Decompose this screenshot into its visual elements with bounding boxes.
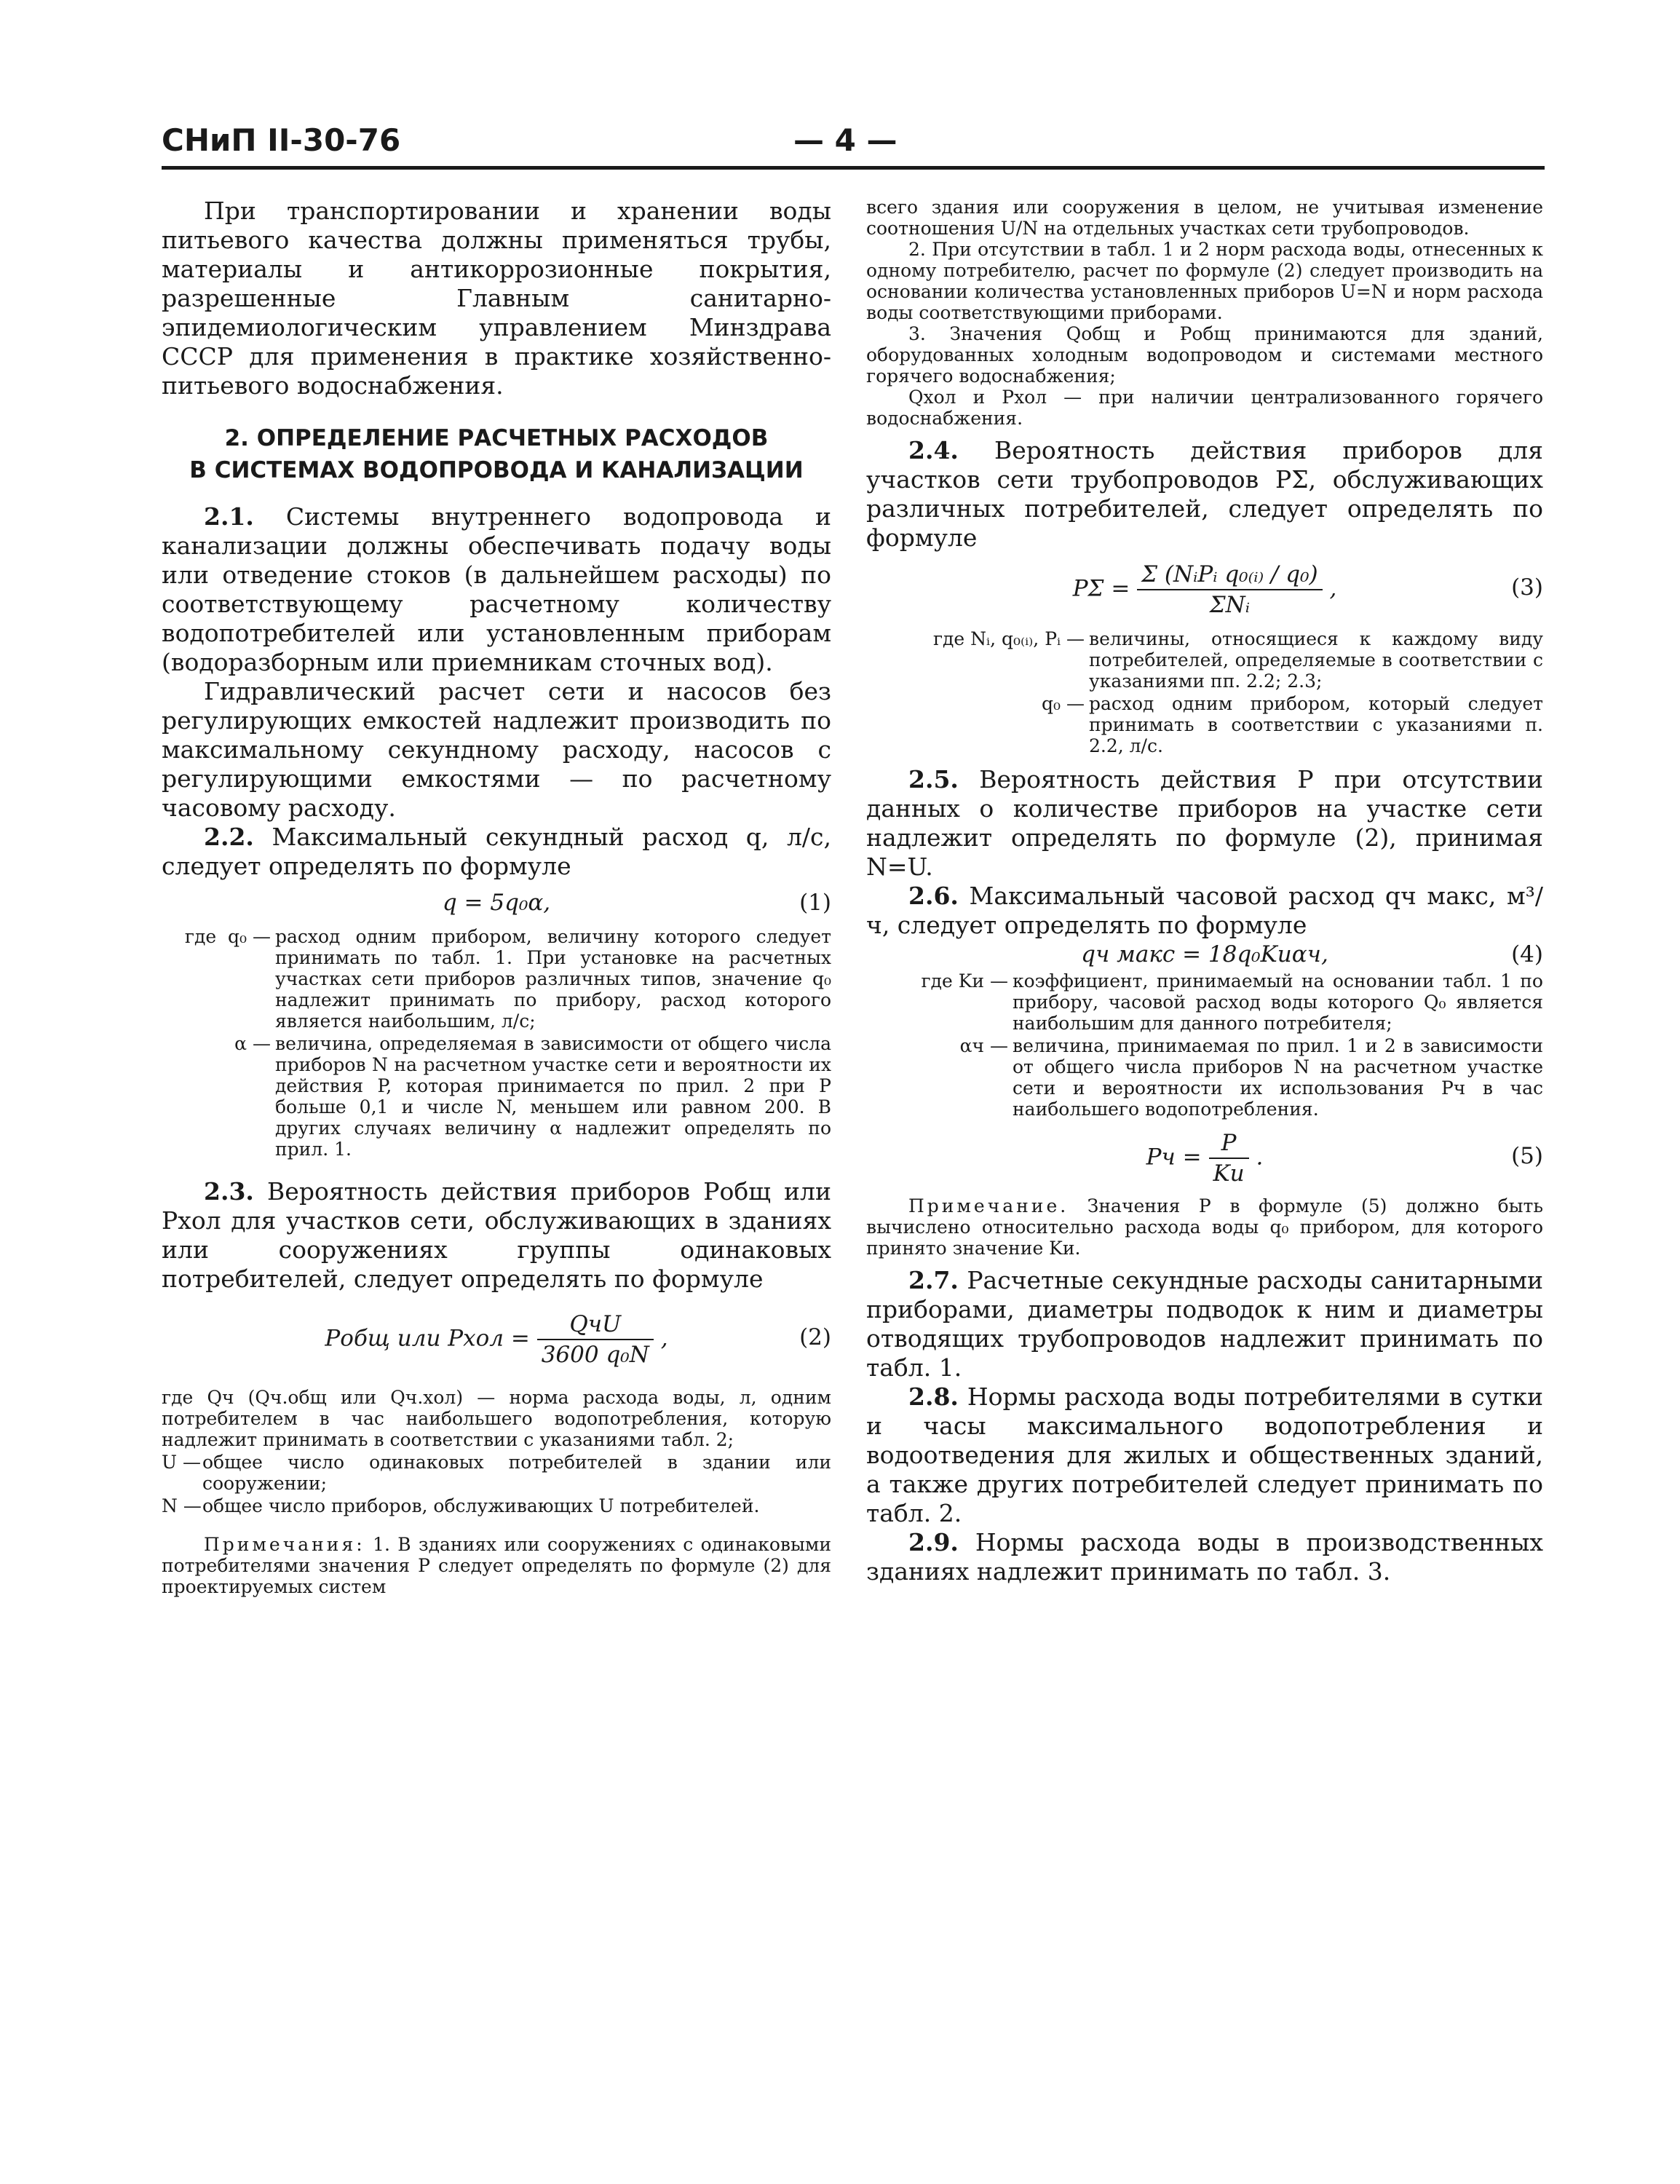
where-term: q₀ — xyxy=(1042,693,1085,714)
clause-number: 2.6. xyxy=(908,882,959,910)
where-term: N — xyxy=(162,1495,202,1516)
formula-2 xyxy=(162,1310,831,1369)
where-desc: расход одним прибором, который следует принимать в соответствии с указаниями п. 2.2, л/с. xyxy=(1089,693,1543,756)
note-formula-5 xyxy=(866,1195,1543,1259)
clause-text: Максимальный секундный расход q, л/с, следует определять по формуле xyxy=(162,823,831,880)
where-desc-text: норма расхода воды, л, одним потребителем в час наибольшего водопотребления, которую надлежит принимать в соответствии с указаниями табл. 2; xyxy=(162,1387,831,1450)
where-term: где Qч (Qч.общ или Qч.хол) — xyxy=(162,1387,496,1408)
section-heading xyxy=(162,422,831,486)
formula-1 xyxy=(162,888,831,917)
where-alpha-ch xyxy=(866,1035,1543,1120)
formula-fraction xyxy=(537,1310,654,1369)
where-desc: коэффициент, принимаемый на основании табл. 1 по прибору, часовой расход воды которого Q₀ является наибольшим для данного потребителя; xyxy=(1013,970,1543,1034)
where-desc: величина, определяемая в зависимости от общего числа приборов N на расчетном участке сети и вероятности их действия P, которая принимается по прил. 2 при P больше 0,1 и числе N, меньшем или равном 200. В других случаях величину α надлежит определять по прил. 1. xyxy=(275,1033,831,1160)
clause-text: Вероятность действия приборов Pобщ или Pхол для участков сети, обслуживающих в зданиях или сооружениях группы одинаковых потребителей, следует определять по формуле xyxy=(162,1177,831,1293)
page-number: — 4 — xyxy=(793,122,898,158)
where-desc: общее число одинаковых потребителей в здании или сооружении; xyxy=(202,1452,831,1494)
clause-number: 2.7. xyxy=(908,1266,959,1294)
clause-2-8 xyxy=(866,1382,1543,1528)
formula-4 xyxy=(866,940,1543,969)
formula-number: (2) xyxy=(799,1324,831,1350)
where-ni xyxy=(866,628,1543,692)
formula-expression: q = 5q₀α, xyxy=(442,890,551,916)
formula-tail: . xyxy=(1256,1144,1264,1171)
formula-lhs: Pобщ или Pхол = xyxy=(325,1325,530,1352)
clause-2-9 xyxy=(866,1528,1543,1586)
formula-fraction xyxy=(1209,1128,1249,1188)
where-q0-right xyxy=(866,693,1543,756)
clause-number: 2.3. xyxy=(204,1177,254,1206)
formula-number: (5) xyxy=(1511,1143,1543,1169)
header-rule xyxy=(162,166,1545,170)
fraction-numerator: Σ (NᵢPᵢ q₀₍ᵢ₎ / q₀) xyxy=(1137,560,1322,590)
section-heading-line-2: В СИСТЕМАХ ВОДОПРОВОДА И КАНАЛИЗАЦИИ xyxy=(189,457,804,483)
clause-2-1 xyxy=(162,502,831,677)
note-3-cont: Qхол и Pхол — при наличии централизованного горячего водоснабжения. xyxy=(866,387,1543,429)
formula-tail: , xyxy=(1329,575,1337,602)
fraction-numerator: QчU xyxy=(537,1310,654,1340)
where-term: U — xyxy=(162,1452,202,1473)
where-desc xyxy=(162,1387,831,1450)
intro-paragraph: При транспортировании и хранении воды питьевого качества должны применяться трубы, материалы и антикоррозионные покрытия, разрешенные Главным санитарно-эпидемиологическим управлением Минздрава СССР для применения в практике хозяйственно-питьевого водоснабжения. xyxy=(162,197,831,400)
where-term: где Nᵢ, q₀₍ᵢ₎, Pᵢ — xyxy=(932,628,1085,649)
clause-text: Нормы расхода воды потребителями в сутки и часы максимального водопотребления и водоотведения для жилых и общественных зданий, а также других потребителей следует принимать по табл. 2. xyxy=(866,1382,1543,1527)
note-3: 3. Значения Qобщ и Pобщ принимаются для зданий, оборудованных холодным водопроводом и системами местного горячего водоснабжения; xyxy=(866,323,1543,387)
clause-2-5 xyxy=(866,765,1543,882)
clause-text: Расчетные секундные расходы санитарными приборами, диаметры подводок к ним и диаметры отводящих трубопроводов надлежит принимать по табл. 1. xyxy=(866,1266,1543,1382)
where-desc: величины, относящиеся к каждому виду потребителей, определяемые в соответствии с указаниями пп. 2.2; 2.3; xyxy=(1089,628,1543,692)
document-code: СНиП II-30-76 xyxy=(162,122,401,158)
where-u xyxy=(162,1452,831,1494)
formula-number: (1) xyxy=(799,890,831,916)
where-alpha xyxy=(162,1033,831,1160)
note-text: Значения P в формуле (5) должно быть вычислено относительно расхода воды q₀ прибором, для которого принято значение Kи. xyxy=(866,1195,1543,1259)
notes-label: Примечания: xyxy=(204,1534,365,1555)
clause-2-6 xyxy=(866,882,1543,940)
clause-number: 2.9. xyxy=(908,1528,959,1556)
clause-2-1-cont: Гидравлический расчет сети и насосов без регулирующих емкостей надлежит производить по максимальному секундному расходу, насосов с регулирующими емкостями — по расчетному часовому расходу. xyxy=(162,677,831,822)
notes-left xyxy=(162,1534,831,1597)
notes-text: 1. В зданиях или сооружениях с одинаковыми потребителями значения P следует определять по формуле (2) для проектируемых систем xyxy=(162,1534,832,1597)
formula-number: (3) xyxy=(1511,574,1543,601)
fraction-denominator: Kи xyxy=(1213,1160,1245,1187)
clause-number: 2.1. xyxy=(204,502,254,531)
clause-number: 2.8. xyxy=(908,1382,959,1411)
fraction-numerator: P xyxy=(1209,1128,1249,1159)
note-2: 2. При отсутствии в табл. 1 и 2 норм расхода воды, отнесенных к одному потребителю, расчет по формуле (2) следует производить на основании количества установленных приборов U=N и норм расхода воды соответствующими приборами. xyxy=(866,239,1543,323)
where-term: α — xyxy=(234,1033,271,1054)
where-n xyxy=(162,1495,831,1516)
clause-text: Максимальный часовой расход qч макс, м³/ч, следует определять по формуле xyxy=(866,882,1543,939)
left-column xyxy=(162,197,831,1597)
formula-fraction xyxy=(1137,560,1322,620)
fraction-denominator: ΣNᵢ xyxy=(1209,592,1251,618)
note-label: Примечание. xyxy=(908,1195,1069,1216)
formula-tail: , xyxy=(660,1325,668,1352)
right-column xyxy=(866,197,1543,1586)
formula-number: (4) xyxy=(1511,941,1543,968)
formula-5 xyxy=(866,1128,1543,1188)
formula-lhs: Pч = xyxy=(1146,1144,1202,1171)
clause-text: Вероятность действия P при отсутствии данных о количестве приборов на участке сети надлежит определять по формуле (2), принимая N=U. xyxy=(866,765,1543,881)
where-ki xyxy=(866,970,1543,1034)
clause-text: Нормы расхода воды в производственных зданиях надлежит принимать по табл. 3. xyxy=(866,1528,1543,1586)
clause-number: 2.4. xyxy=(908,436,959,464)
formula-3 xyxy=(866,560,1543,620)
section-heading-line-1: 2. ОПРЕДЕЛЕНИЕ РАСЧЕТНЫХ РАСХОДОВ xyxy=(224,425,769,451)
clause-2-3 xyxy=(162,1177,831,1294)
where-term: αч — xyxy=(959,1035,1008,1056)
where-desc: величина, принимаемая по прил. 1 и 2 в зависимости от общего числа приборов N на расчетном участке сети и вероятности их использования Pч в час наибольшего водопотребления. xyxy=(1013,1035,1543,1120)
where-term: где Kи — xyxy=(921,970,1008,992)
formula-lhs: PΣ = xyxy=(1072,575,1130,602)
clause-number: 2.5. xyxy=(908,765,959,794)
where-qch xyxy=(162,1387,831,1450)
clause-2-7 xyxy=(866,1266,1543,1382)
clause-text: Системы внутреннего водопровода и канализации должны обеспечивать подачу воды или отведение стоков (в дальнейшем расходы) по соответствующему расчетному количеству водопотребителей или установленным приборам (водоразборным или приемникам сточных вод). xyxy=(162,502,832,676)
where-desc: общее число приборов, обслуживающих U потребителей. xyxy=(202,1495,760,1516)
formula-expression: qч макс = 18q₀Kиαч, xyxy=(1081,941,1328,968)
clause-number: 2.2. xyxy=(204,823,254,851)
where-term: где q₀ — xyxy=(184,926,271,947)
where-desc: расход одним прибором, величину которого следует принимать по табл. 1. При установке на расчетных участках сети приборов различных типов, значение q₀ надлежит принимать по прибору, расход которого является наибольшим, л/с; xyxy=(275,926,831,1032)
clause-2-2 xyxy=(162,823,831,881)
clause-text: Вероятность действия приборов для участков сети трубопроводов PΣ, обслуживающих различных потребителей, следует определять по формуле xyxy=(866,436,1543,552)
clause-2-4 xyxy=(866,436,1543,553)
where-q0 xyxy=(162,926,831,1032)
notes-continuation: всего здания или сооружения в целом, не учитывая изменение соотношения U/N на отдельных участках сети трубопроводов. xyxy=(866,197,1543,239)
fraction-denominator: 3600 q₀N xyxy=(541,1342,649,1368)
